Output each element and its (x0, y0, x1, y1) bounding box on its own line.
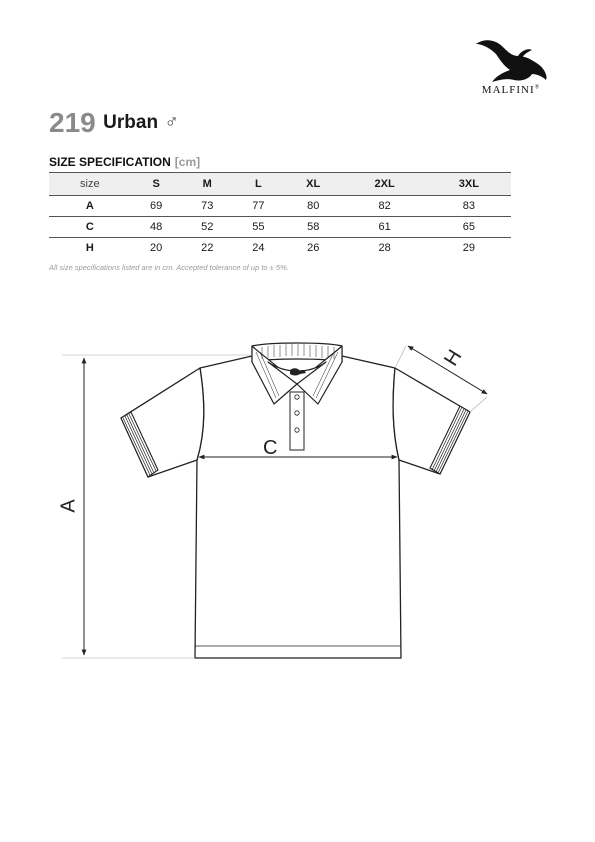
table-cell: 83 (427, 196, 511, 217)
table-cell: 20 (150, 242, 163, 254)
tolerance-note: All size specifications listed are in cm. Accepted tolerance of up to ± 5%. (49, 263, 289, 272)
table-cell: 55 (233, 217, 284, 238)
row-label: A (49, 196, 131, 217)
table-cell: 48 (131, 217, 182, 238)
row-label: C (49, 217, 131, 238)
table-cell: 82 (343, 196, 427, 217)
dim-label-a: A (57, 499, 80, 513)
model-number: 219 (49, 107, 96, 138)
column-header: M (182, 173, 233, 196)
table-header-row (49, 173, 511, 196)
placket (290, 392, 304, 450)
table-cell: 65 (427, 217, 511, 238)
column-header: L (233, 173, 284, 196)
table-cell: 26 (307, 242, 320, 254)
table-cell: 77 (233, 196, 284, 217)
table-cell: 28 (378, 242, 391, 254)
brand-name: MALFINI® (481, 84, 541, 96)
polo-shirt-diagram (0, 330, 595, 670)
column-header: 3XL (427, 173, 511, 196)
table-cell: 69 (131, 196, 182, 217)
dim-h-guide-bottom (470, 397, 487, 412)
product-title (49, 107, 179, 139)
table-cell: 52 (182, 217, 233, 238)
button-icon (295, 428, 299, 432)
column-header: XL (284, 173, 343, 196)
dim-label-c: C (263, 437, 278, 459)
size-table (49, 172, 511, 258)
brand-logo (466, 36, 556, 100)
button-icon (295, 411, 299, 415)
table-cell: 29 (462, 242, 475, 254)
table-cell: 61 (343, 217, 427, 238)
table-cell: 24 (252, 242, 265, 254)
table-row (49, 238, 511, 259)
column-header: 2XL (343, 173, 427, 196)
spec-heading: SIZE SPECIFICATION [cm] (49, 155, 201, 169)
eagle-icon (474, 36, 548, 82)
model-name: Urban (103, 112, 159, 133)
table-cell: 22 (201, 242, 214, 254)
spec-unit: [cm] (174, 155, 201, 169)
dim-label-h: H (440, 346, 467, 370)
button-icon (295, 395, 299, 399)
table-cell: 58 (284, 217, 343, 238)
column-header: S (131, 173, 182, 196)
column-header: size (49, 173, 131, 196)
row-label: H (85, 242, 94, 254)
male-icon: ♂ (164, 112, 179, 133)
table-row (49, 217, 511, 238)
dim-h-guide-top (395, 346, 406, 368)
table-row (49, 196, 511, 217)
table-cell: 73 (182, 196, 233, 217)
table-cell: 80 (284, 196, 343, 217)
